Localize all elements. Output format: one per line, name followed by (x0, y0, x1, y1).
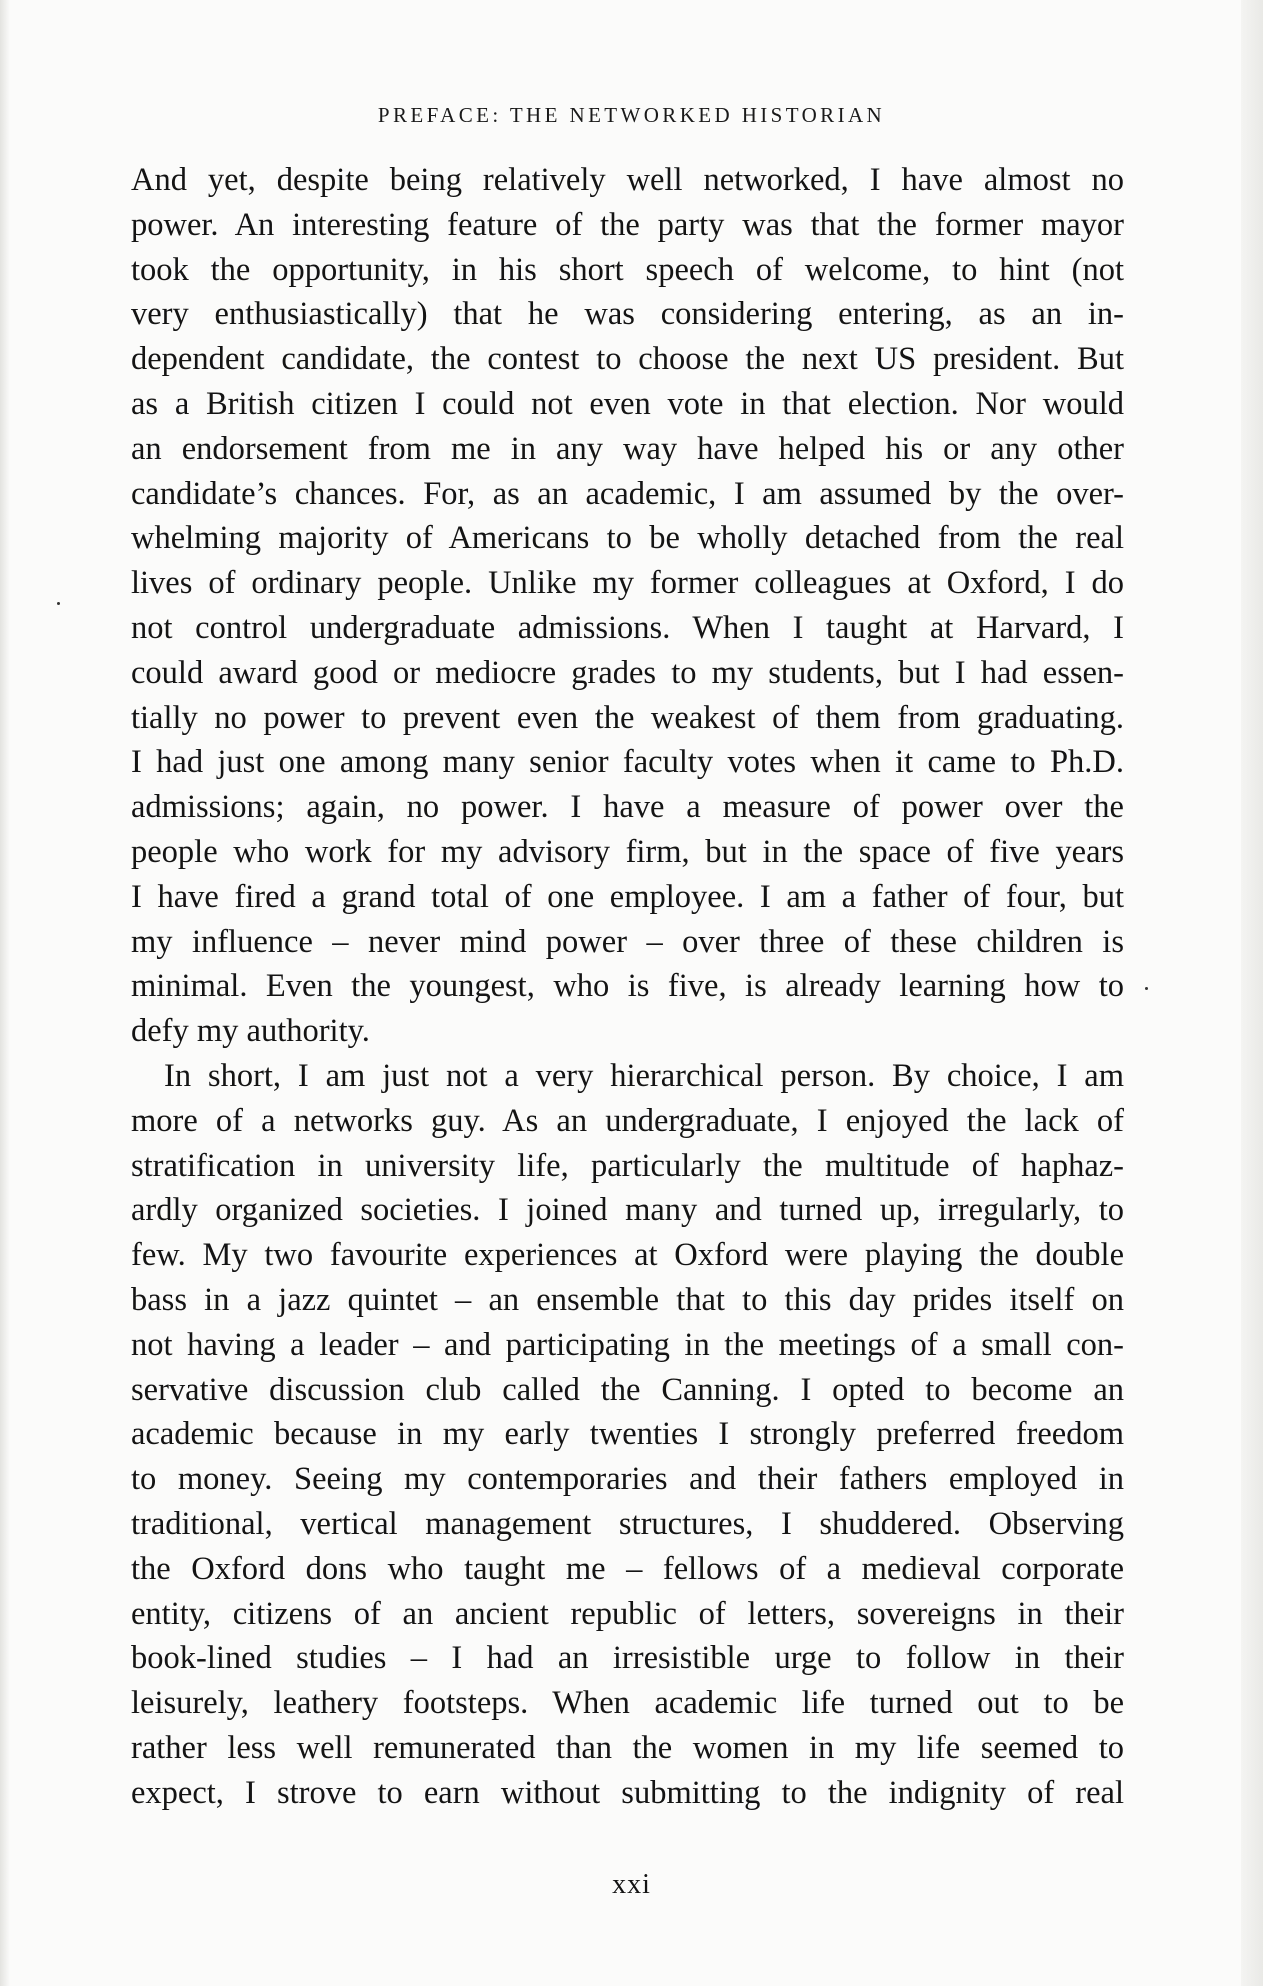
running-head: PREFACE: THE NETWORKED HISTORIAN (377, 103, 886, 127)
text-line: stratification in university life, particularly the multitude of haphaz- (131, 1147, 1124, 1184)
scan-edge-right (1241, 0, 1263, 1986)
text-line: to money. Seeing my contemporaries and their fathers employed in (131, 1461, 1124, 1498)
text-line: In short, I am just not a very hierarchical person. By choice, I am (164, 1057, 1124, 1094)
text-line: an endorsement from me in any way have helped his or any other (131, 430, 1124, 467)
paragraph-1 (131, 158, 1124, 1054)
text-line: defy my authority. (131, 1013, 370, 1050)
scan-edge-left (0, 0, 10, 1986)
text-line: book-lined studies – I had an irresistible urge to follow in their (131, 1640, 1124, 1677)
text-line: academic because in my early twenties I strongly preferred freedom (131, 1416, 1124, 1453)
text-line: expect, I strove to earn without submitting to the indignity of real (131, 1774, 1124, 1811)
text-line: entity, citizens of an ancient republic of letters, sovereigns in their (131, 1595, 1124, 1632)
scan-speck (57, 602, 60, 605)
paragraph-2 (131, 1054, 1124, 1816)
text-line: took the opportunity, in his short speech of welcome, to hint (not (131, 251, 1124, 288)
text-line: ardly organized societies. I joined many and turned up, irregularly, to (131, 1192, 1124, 1229)
text-line: servative discussion club called the Canning. I opted to become an (131, 1371, 1124, 1408)
text-line: I have fired a grand total of one employee. I am a father of four, but (131, 878, 1124, 915)
text-line: rather less well remunerated than the women in my life seemed to (131, 1729, 1124, 1766)
text-line: leisurely, leathery footsteps. When academic life turned out to be (131, 1685, 1124, 1722)
text-line: I had just one among many senior faculty votes when it came to Ph.D. (131, 744, 1124, 781)
text-line: admissions; again, no power. I have a measure of power over the (131, 789, 1124, 826)
text-line: whelming majority of Americans to be wholly detached from the real (131, 520, 1124, 557)
text-line: not control undergraduate admissions. When I taught at Harvard, I (131, 609, 1124, 646)
text-line: lives of ordinary people. Unlike my former colleagues at Oxford, I do (131, 565, 1124, 602)
scan-speck (1145, 987, 1148, 990)
text-line: And yet, despite being relatively well networked, I have almost no (131, 162, 1124, 198)
page-number: xxi (612, 1869, 651, 1900)
body-text (131, 158, 1124, 1815)
text-line: dependent candidate, the contest to choose the next US president. But (131, 341, 1124, 378)
text-line: minimal. Even the youngest, who is five, is already learning how to (131, 968, 1124, 1005)
text-line: power. An interesting feature of the party was that the former mayor (131, 206, 1124, 243)
text-line: few. My two favourite experiences at Oxford were playing the double (131, 1237, 1124, 1274)
text-line: people who work for my advisory firm, but in the space of five years (131, 833, 1124, 870)
text-line: candidate’s chances. For, as an academic, I am assumed by the over- (131, 475, 1124, 512)
text-line: more of a networks guy. As an undergraduate, I enjoyed the lack of (131, 1102, 1124, 1139)
text-line: traditional, vertical management structures, I shuddered. Observing (131, 1505, 1124, 1542)
text-line: as a British citizen I could not even vote in that election. Nor would (131, 385, 1124, 422)
text-line: not having a leader – and participating in the meetings of a small con- (131, 1326, 1124, 1363)
text-line: my influence – never mind power – over three of these children is (131, 923, 1124, 960)
text-line: could award good or mediocre grades to my students, but I had essen- (131, 654, 1124, 691)
text-line: bass in a jazz quintet – an ensemble that to this day prides itself on (131, 1281, 1124, 1318)
text-line: the Oxford dons who taught me – fellows of a medieval corporate (131, 1550, 1124, 1587)
text-line: very enthusiastically) that he was considering entering, as an in- (131, 296, 1124, 333)
text-line: tially no power to prevent even the weakest of them from graduating. (131, 699, 1124, 736)
